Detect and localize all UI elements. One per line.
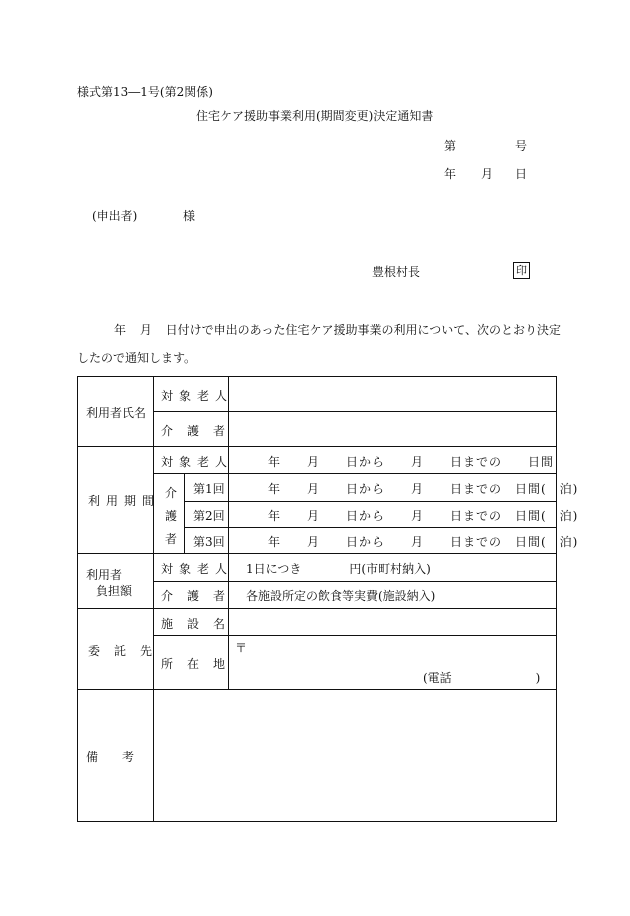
caregiver-vertical-2: 護 xyxy=(165,509,178,523)
burden-label-line-1: 利用者 xyxy=(86,568,123,582)
consignee-label: 委託先 xyxy=(88,644,167,658)
body-text-line-1: 年 月 日付けで申出のあった住宅ケア援助事業の利用について、次のとおり決定 xyxy=(114,323,562,337)
issuer-name: 豊根村長 xyxy=(372,265,421,279)
burden-target-elderly-label: 対象老人 xyxy=(161,562,234,576)
address-label: 所在地 xyxy=(161,657,240,671)
body-text-line-2: したので通知します。 xyxy=(77,351,197,365)
round-2-label: 第2回 xyxy=(193,509,225,523)
form-number: 様式第13―1号(第2関係) xyxy=(77,85,213,99)
number-prefix: 第 xyxy=(444,139,457,153)
period-label: 利用期間 xyxy=(88,494,161,508)
postal-mark: 〒 xyxy=(235,641,248,655)
date-day: 日 xyxy=(515,167,528,181)
burden-caregiver-value: 各施設所定の飲食等実費(施設納入) xyxy=(246,589,436,603)
burden-elderly-value: 1日につき 円(市町村納入) xyxy=(246,562,431,576)
decision-table xyxy=(77,376,579,822)
burden-caregiver-label: 介護者 xyxy=(161,589,240,603)
seal-mark: 印 xyxy=(513,262,530,279)
round-3-label: 第3回 xyxy=(193,535,225,549)
round-3-text: 年 月 日から 月 日までの 日間( 泊) xyxy=(268,535,579,549)
document-title: 住宅ケア援助事業利用(期間変更)決定通知書 xyxy=(196,109,434,123)
caregiver-vertical-1: 介 xyxy=(165,486,178,500)
phone-text: (電話 ) xyxy=(423,671,541,685)
date-month: 月 xyxy=(481,167,494,181)
facility-name-label: 施設名 xyxy=(161,617,240,631)
period-target-elderly-label: 対象老人 xyxy=(161,455,234,469)
date-year: 年 xyxy=(444,167,457,181)
period-main-text: 年 月 日から 月 日までの 日間 xyxy=(268,455,555,469)
applicant-label: (申出者) xyxy=(92,209,138,223)
honorific: 様 xyxy=(183,209,196,223)
target-elderly-label: 対象老人 xyxy=(161,389,234,403)
burden-label-line-2: 負担額 xyxy=(96,584,133,598)
round-2-text: 年 月 日から 月 日までの 日間( 泊) xyxy=(268,509,579,523)
caregiver-vertical-3: 者 xyxy=(165,532,178,546)
round-1-text: 年 月 日から 月 日までの 日間( 泊) xyxy=(268,482,579,496)
number-suffix: 号 xyxy=(515,139,528,153)
round-1-label: 第1回 xyxy=(193,482,225,496)
remarks-label: 備 考 xyxy=(86,750,135,764)
user-name-label: 利用者氏名 xyxy=(86,406,147,420)
caregiver-label: 介護者 xyxy=(161,424,240,438)
